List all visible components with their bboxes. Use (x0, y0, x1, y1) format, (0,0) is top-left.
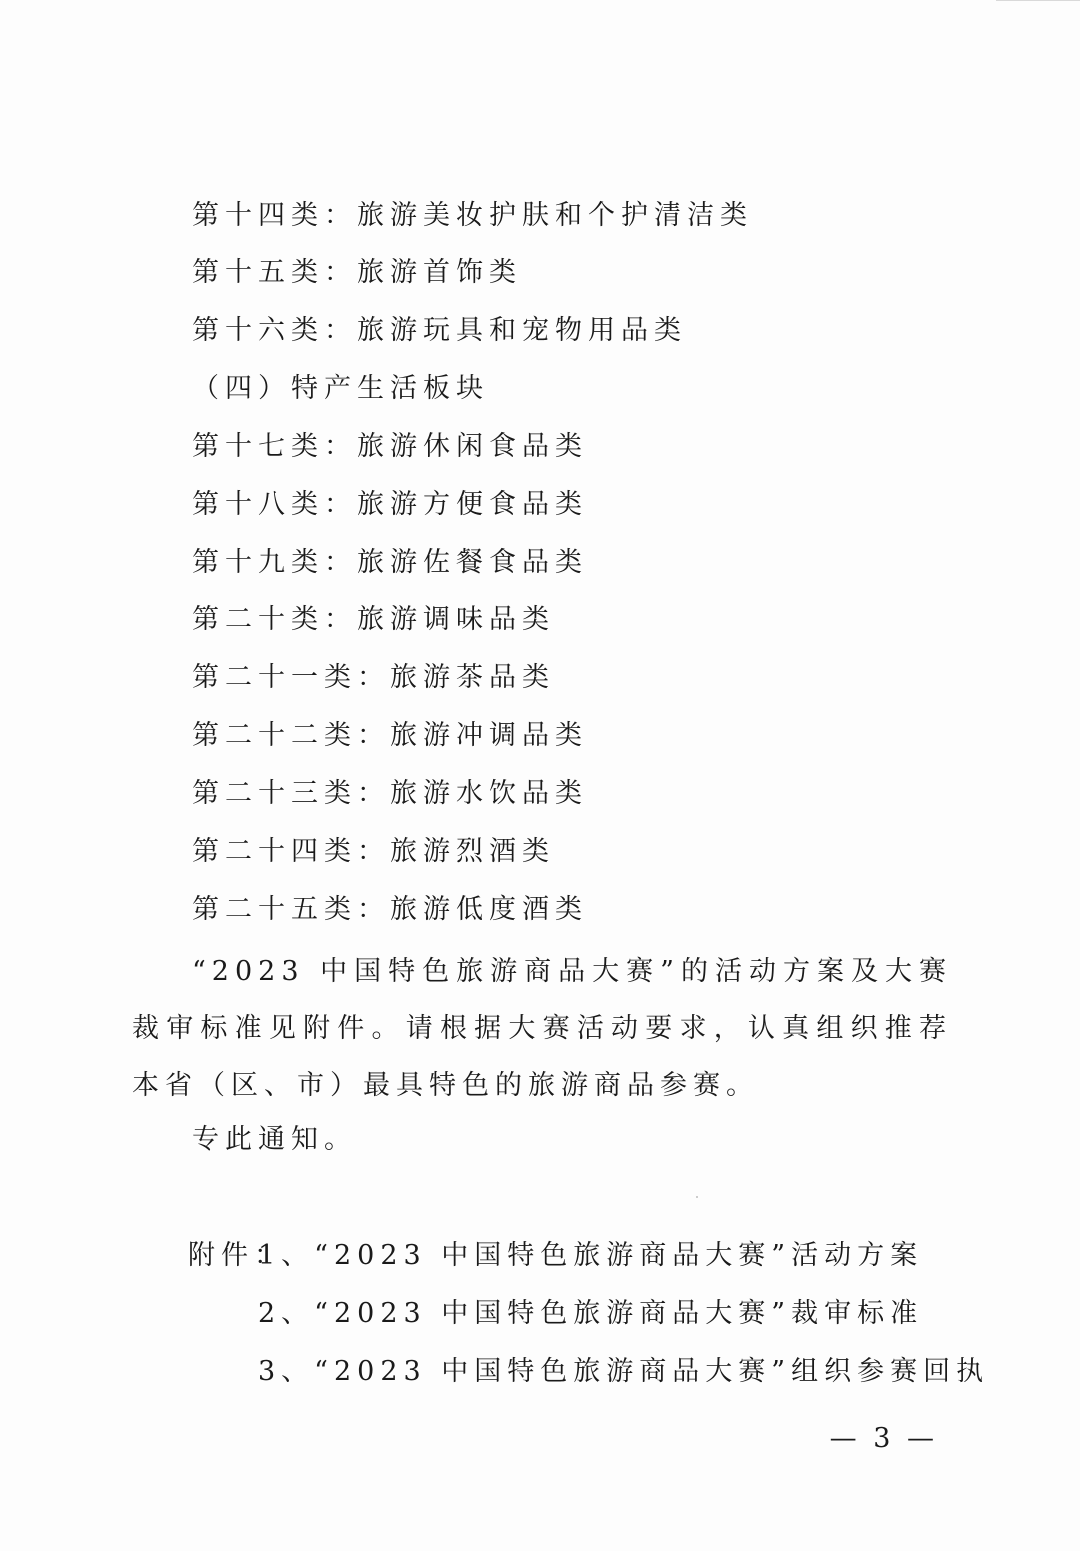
category-21: 第二十一类：旅游茶品类 (192, 662, 555, 693)
category-20: 第二十类：旅游调味品类 (192, 604, 555, 635)
page-number: — 3 — (829, 1423, 938, 1454)
category-14: 第十四类：旅游美妆护肤和个护清洁类 (192, 200, 753, 231)
category-15: 第十五类：旅游首饰类 (192, 257, 522, 288)
closing-line: 专此通知。 (192, 1124, 357, 1155)
scan-edge-mark (996, 0, 1080, 1)
attachments-label: 附件： (188, 1240, 287, 1271)
category-24: 第二十四类：旅游烈酒类 (192, 836, 555, 867)
category-18: 第十八类：旅游方便食品类 (192, 489, 588, 520)
attachment-item-3: 3、“2023 中国特色旅游商品大赛”组织参赛回执 (258, 1356, 990, 1387)
category-25: 第二十五类：旅游低度酒类 (192, 894, 588, 925)
category-19: 第十九类：旅游佐餐食品类 (192, 547, 588, 578)
category-17: 第十七类：旅游休闲食品类 (192, 431, 588, 462)
attachment-item-1: 1、“2023 中国特色旅游商品大赛”活动方案 (258, 1240, 924, 1271)
category-23: 第二十三类：旅游水饮品类 (192, 778, 588, 809)
section-heading-specialty-life: （四）特产生活板块 (192, 373, 489, 404)
scan-speck (696, 1196, 698, 1198)
category-22: 第二十二类：旅游冲调品类 (192, 720, 588, 751)
category-16: 第十六类：旅游玩具和宠物用品类 (192, 315, 687, 346)
body-paragraph: “2023 中国特色旅游商品大赛”的活动方案及大赛裁审标准见附件。请根据大赛活动要求，认真组织推荐本省（区、市）最具特色的旅游商品参赛。 (132, 956, 952, 1101)
attachment-item-2: 2、“2023 中国特色旅游商品大赛”裁审标准 (258, 1298, 924, 1329)
